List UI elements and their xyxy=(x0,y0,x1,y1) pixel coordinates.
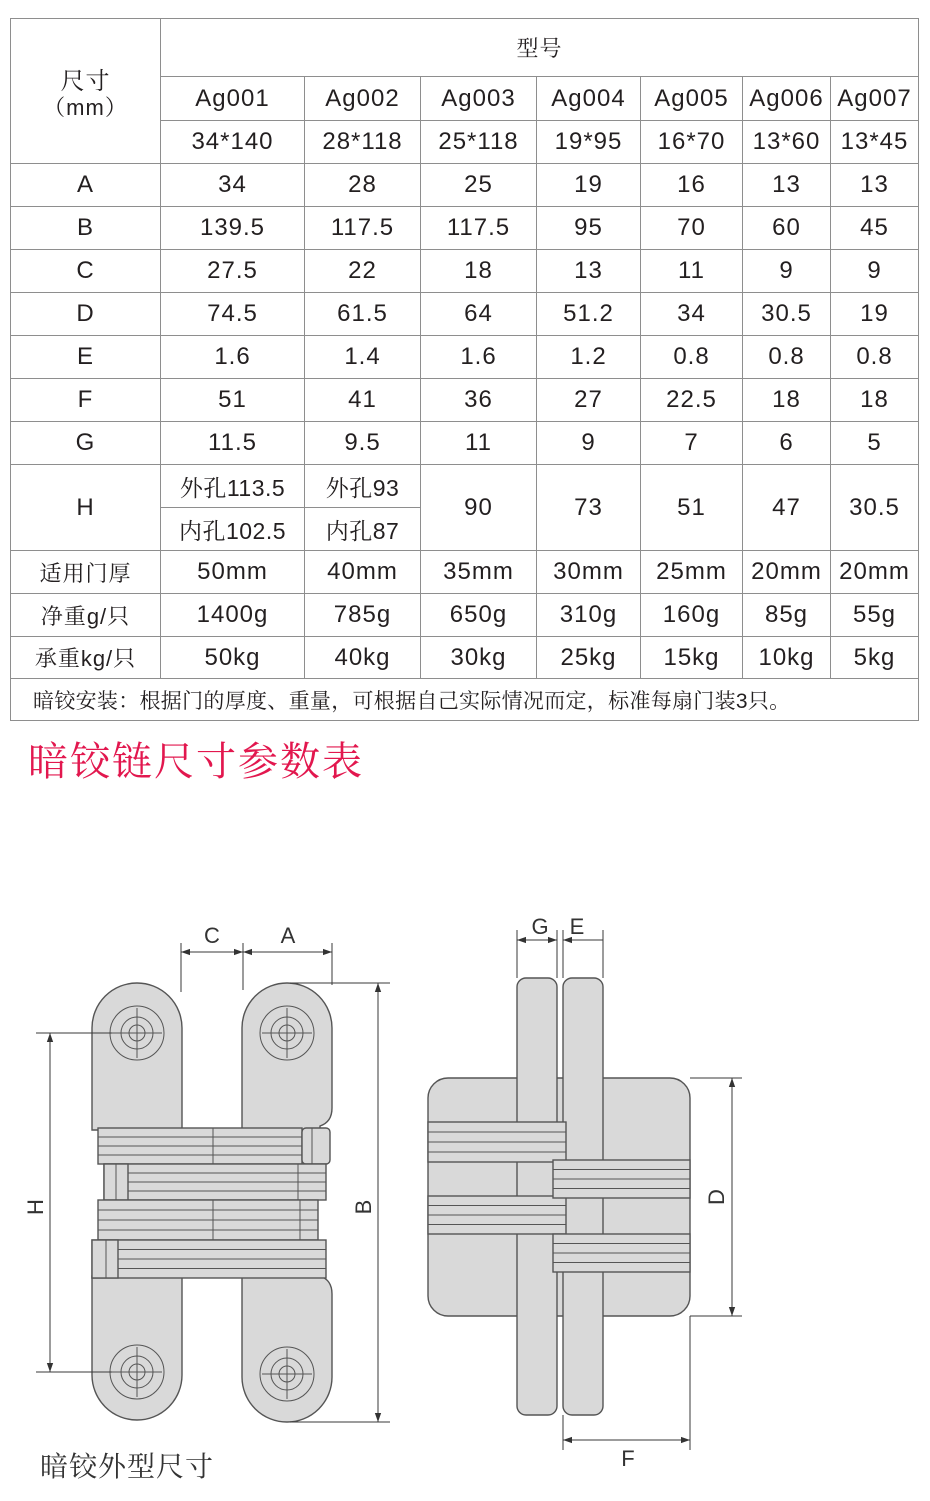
dimension-value-cell: 1.2 xyxy=(536,335,641,379)
dimension-value-cell: 0.8 xyxy=(640,335,743,379)
spec-row-label: 承重kg/只 xyxy=(10,636,161,679)
dimension-value-cell: 30.5 xyxy=(830,464,919,551)
dimension-value-cell: 25 xyxy=(420,163,537,207)
unit-label: （mm） xyxy=(43,95,128,120)
spec-value-cell: 85g xyxy=(742,593,831,637)
screw-hole-upper-right xyxy=(260,1006,314,1060)
spec-value-cell: 10kg xyxy=(742,636,831,679)
spec-value-cell: 650g xyxy=(420,593,537,637)
dimension-value-cell: 16 xyxy=(640,163,743,207)
dimension-value-cell: 22 xyxy=(304,249,421,293)
model-size-cell: 34*140 xyxy=(160,120,305,164)
spec-value-cell: 35mm xyxy=(420,550,537,594)
size-unit-header xyxy=(10,18,161,164)
dimension-value-cell: 9 xyxy=(830,249,919,293)
dimension-value-cell: 90 xyxy=(420,464,537,551)
dimension-value-cell: 60 xyxy=(742,206,831,250)
dimension-value-cell: 18 xyxy=(420,249,537,293)
inner-hole-cell: 内孔102.5 xyxy=(160,507,305,551)
dimension-value-cell: 1.6 xyxy=(160,335,305,379)
dimension-value-cell: 36 xyxy=(420,378,537,422)
linkage-end-block xyxy=(302,1128,330,1164)
dimension-value-cell: 11 xyxy=(640,249,743,293)
spec-value-cell: 785g xyxy=(304,593,421,637)
dimension-value-cell: 27 xyxy=(536,378,641,422)
model-header: 型号 xyxy=(160,18,919,77)
model-size-cell: 25*118 xyxy=(420,120,537,164)
model-size-cell: 19*95 xyxy=(536,120,641,164)
dimension-value-cell: 61.5 xyxy=(304,292,421,336)
spec-value-cell: 20mm xyxy=(830,550,919,594)
dimension-value-cell: 74.5 xyxy=(160,292,305,336)
spec-value-cell: 1400g xyxy=(160,593,305,637)
front-linkage-bars xyxy=(92,1128,330,1278)
dimension-value-cell: 51.2 xyxy=(536,292,641,336)
dimension-e-label: E xyxy=(569,914,585,939)
dimension-value-cell: 22.5 xyxy=(640,378,743,422)
dimension-value-cell: 117.5 xyxy=(420,206,537,250)
dimension-value-cell: 95 xyxy=(536,206,641,250)
model-name-cell: Ag007 xyxy=(830,76,919,121)
dimension-value-cell: 28 xyxy=(304,163,421,207)
spec-value-cell: 40mm xyxy=(304,550,421,594)
dimension-value-cell: 30.5 xyxy=(742,292,831,336)
dimension-value-cell: 51 xyxy=(640,464,743,551)
spec-value-cell: 5kg xyxy=(830,636,919,679)
inner-hole-cell: 内孔87 xyxy=(304,507,421,551)
spec-value-cell: 55g xyxy=(830,593,919,637)
dimension-value-cell: 6 xyxy=(742,421,831,465)
dimension-row-label: D xyxy=(10,292,161,336)
dimension-value-cell: 64 xyxy=(420,292,537,336)
dimension-value-cell: 11 xyxy=(420,421,537,465)
dimension-value-cell: 13 xyxy=(830,163,919,207)
model-name-cell: Ag003 xyxy=(420,76,537,121)
dimension-value-cell: 70 xyxy=(640,206,743,250)
spec-value-cell: 25kg xyxy=(536,636,641,679)
spec-value-cell: 310g xyxy=(536,593,641,637)
spec-row-label: 适用门厚 xyxy=(10,550,161,594)
hinge-drawings xyxy=(0,880,930,1480)
dimension-value-cell: 18 xyxy=(830,378,919,422)
size-header-label: 尺寸 xyxy=(60,68,111,95)
model-size-cell: 13*45 xyxy=(830,120,919,164)
dimension-row-label: H xyxy=(10,464,161,551)
model-size-cell: 16*70 xyxy=(640,120,743,164)
dimension-value-cell: 13 xyxy=(742,163,831,207)
dimension-g-label: G xyxy=(531,914,549,939)
drawing-caption: 暗铰外型尺寸 xyxy=(40,1451,215,1482)
dimension-value-cell: 1.4 xyxy=(304,335,421,379)
screw-hole-lower-right xyxy=(260,1347,314,1401)
dimension-value-cell: 1.6 xyxy=(420,335,537,379)
dimension-value-cell: 27.5 xyxy=(160,249,305,293)
dimension-h-label: H xyxy=(23,1199,48,1215)
spec-value-cell: 15kg xyxy=(640,636,743,679)
spec-row-label: 净重g/只 xyxy=(10,593,161,637)
spec-value-cell: 30kg xyxy=(420,636,537,679)
dimension-b-label: B xyxy=(351,1199,376,1215)
dimension-row-label: A xyxy=(10,163,161,207)
installation-note: 暗铰安装：根据门的厚度、重量，可根据自己实际情况而定，标准每扇门装3只。 xyxy=(10,678,919,721)
spec-value-cell: 25mm xyxy=(640,550,743,594)
dimension-value-cell: 18 xyxy=(742,378,831,422)
dimension-value-cell: 5 xyxy=(830,421,919,465)
spec-value-cell: 20mm xyxy=(742,550,831,594)
dimension-row-label: B xyxy=(10,206,161,250)
outer-hole-cell: 外孔113.5 xyxy=(160,464,305,508)
dimension-row-label: C xyxy=(10,249,161,293)
spec-table xyxy=(10,18,919,721)
model-name-cell: Ag005 xyxy=(640,76,743,121)
dimension-value-cell: 51 xyxy=(160,378,305,422)
dimension-value-cell: 13 xyxy=(536,249,641,293)
dimension-row-label: G xyxy=(10,421,161,465)
dimension-value-cell: 19 xyxy=(536,163,641,207)
dimension-row-label: E xyxy=(10,335,161,379)
dimension-value-cell: 9 xyxy=(742,249,831,293)
dimension-value-cell: 19 xyxy=(830,292,919,336)
screw-hole-lower-left xyxy=(110,1345,164,1399)
dimension-value-cell: 7 xyxy=(640,421,743,465)
spec-value-cell: 40kg xyxy=(304,636,421,679)
dimension-f-label: F xyxy=(621,1446,635,1471)
spec-value-cell: 50kg xyxy=(160,636,305,679)
page-title: 暗铰链尺寸参数表 xyxy=(28,740,364,784)
dimension-value-cell: 9 xyxy=(536,421,641,465)
dimension-c-label: C xyxy=(204,923,220,948)
dimension-d-label: D xyxy=(704,1189,729,1205)
dimension-value-cell: 41 xyxy=(304,378,421,422)
model-name-cell: Ag004 xyxy=(536,76,641,121)
dimension-value-cell: 117.5 xyxy=(304,206,421,250)
model-name-cell: Ag006 xyxy=(742,76,831,121)
dimension-a-label: A xyxy=(280,923,296,948)
dimension-value-cell: 47 xyxy=(742,464,831,551)
spec-value-cell: 160g xyxy=(640,593,743,637)
dimension-value-cell: 0.8 xyxy=(742,335,831,379)
screw-hole-upper-left xyxy=(110,1006,164,1060)
spec-value-cell: 30mm xyxy=(536,550,641,594)
dimension-value-cell: 139.5 xyxy=(160,206,305,250)
hinge-front-view xyxy=(23,923,390,1422)
dimension-value-cell: 9.5 xyxy=(304,421,421,465)
dimension-value-cell: 34 xyxy=(640,292,743,336)
linkage-end-block xyxy=(92,1240,118,1278)
dimension-row-label: F xyxy=(10,378,161,422)
hinge-side-view xyxy=(428,914,742,1471)
dimension-value-cell: 11.5 xyxy=(160,421,305,465)
model-name-cell: Ag002 xyxy=(304,76,421,121)
dimension-value-cell: 45 xyxy=(830,206,919,250)
spec-value-cell: 50mm xyxy=(160,550,305,594)
outer-hole-cell: 外孔93 xyxy=(304,464,421,508)
model-size-cell: 13*60 xyxy=(742,120,831,164)
model-size-cell: 28*118 xyxy=(304,120,421,164)
dimension-value-cell: 0.8 xyxy=(830,335,919,379)
model-name-cell: Ag001 xyxy=(160,76,305,121)
dimension-value-cell: 73 xyxy=(536,464,641,551)
dimension-value-cell: 34 xyxy=(160,163,305,207)
